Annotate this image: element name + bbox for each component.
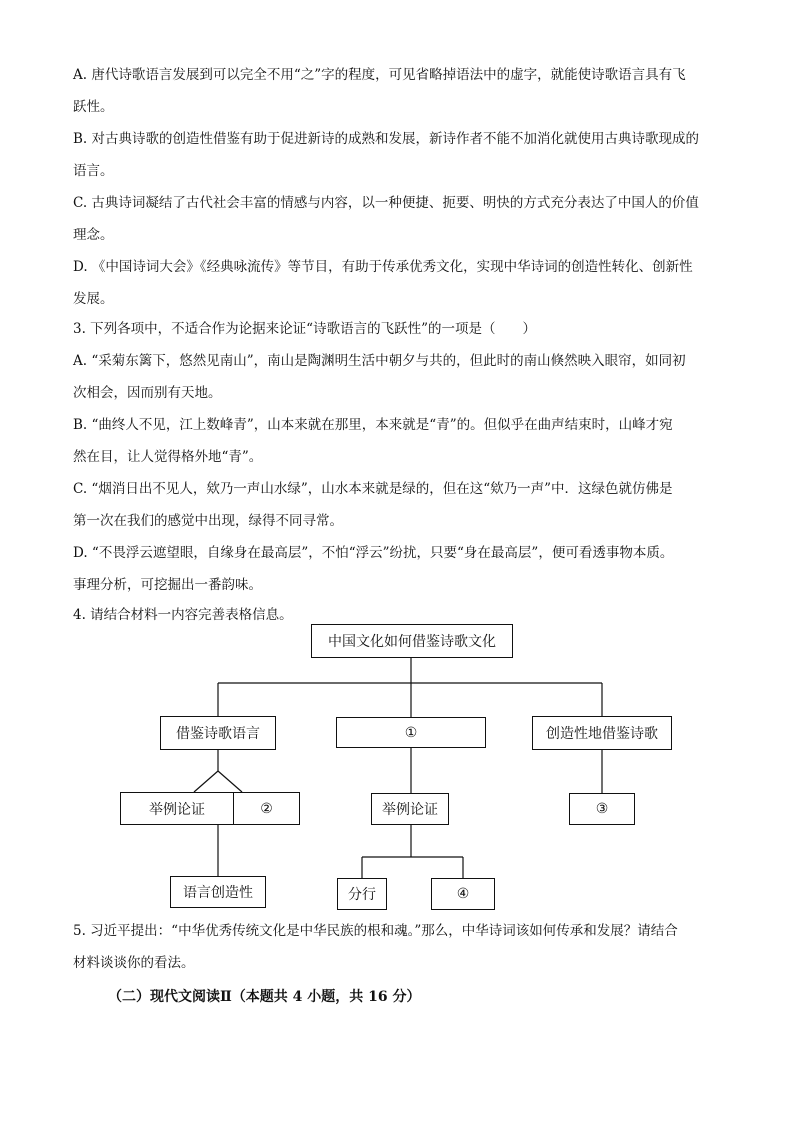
section-title: （二）现代文阅读Ⅱ（本题共 4 小题，共 16 分） bbox=[108, 989, 421, 1005]
option-d-line-2: 发展。 bbox=[73, 291, 114, 307]
q3-option-c-line-2: 第一次在我们的感觉中出现，绿得不同寻常。 bbox=[73, 513, 343, 529]
option-c-line-2: 理念。 bbox=[73, 227, 114, 243]
q3-option-c-line-1: C. “烟消日出不见人，欸乃一声山水绿”，山水本来就是绿的，但在这“欸乃一声”中．这绿色就仿佛是 bbox=[73, 481, 673, 497]
diagram-middle-grandchild-1-box: 分行 bbox=[337, 878, 387, 910]
diagram-left-children-box bbox=[120, 792, 300, 825]
diagram-left-grandchild-box: 语言创造性 bbox=[170, 876, 266, 908]
option-d-line-1: D. 《中国诗词大会》《经典咏流传》等节目，有助于传承优秀文化，实现中华诗词的创造性转化、创新性 bbox=[73, 259, 693, 275]
q3-option-a-line-2: 次相会，因而别有天地。 bbox=[73, 385, 222, 401]
diagram-left-box: 借鉴诗歌语言 bbox=[160, 716, 276, 750]
q3-option-d-line-1: D. “不畏浮云遮望眼，自缘身在最高层”，不怕“浮云”纷扰，只要“身在最高层”，便可看透事物本质。 bbox=[73, 545, 674, 561]
question-4-stem: 4. 请结合材料一内容完善表格信息。 bbox=[73, 607, 293, 623]
option-b-line-2: 语言。 bbox=[73, 163, 114, 179]
q3-option-a-line-1: A. “采菊东篱下，悠然见南山”，南山是陶渊明生活中朝夕与共的，但此时的南山倏然映入眼帘，如同初 bbox=[73, 353, 686, 369]
diagram-left-child-1: 举例论证 bbox=[149, 801, 205, 818]
question-3-stem: 3. 下列各项中，不适合作为论据来论证“诗歌语言的飞跃性”的一项是（ ） bbox=[73, 321, 536, 337]
diagram-right-box: 创造性地借鉴诗歌 bbox=[532, 716, 672, 750]
diagram-middle-grandchild-2-box: ④ bbox=[431, 878, 495, 910]
diagram-middle-box: ① bbox=[336, 717, 486, 748]
question-5-line-2: 材料谈谈你的看法。 bbox=[73, 955, 195, 971]
option-a-line-2: 跃性。 bbox=[73, 99, 114, 115]
diagram-left-child-2: ② bbox=[260, 800, 273, 817]
q3-option-b-line-1: B. “曲终人不见，江上数峰青”，山本来就在那里，本来就是“青”的。但似乎在曲声结束时，山峰才宛 bbox=[73, 417, 673, 433]
option-a-line-1: A. 唐代诗歌语言发展到可以完全不用“之”字的程度，可见省略掉语法中的虚字，就能使诗歌语言具有飞 bbox=[73, 67, 686, 83]
question-5-line-1: 5. 习近平提出：“中华优秀传统文化是中华民族的根和魂。”那么，中华诗词该如何传承和发展？请结合 bbox=[73, 923, 678, 939]
q3-option-b-line-2: 然在目，让人觉得格外地“青”。 bbox=[73, 449, 263, 465]
option-c-line-1: C. 古典诗词凝结了古代社会丰富的情感与内容，以一种便捷、扼要、明快的方式充分表达了中国人的价值 bbox=[73, 195, 699, 211]
diagram-middle-child-box: 举例论证 bbox=[371, 793, 449, 825]
q3-option-d-line-2: 事理分析，可挖掘出一番韵味。 bbox=[73, 577, 262, 593]
diagram-right-child-box: ③ bbox=[569, 793, 635, 825]
diagram-root-box: 中国文化如何借鉴诗歌文化 bbox=[311, 624, 513, 658]
option-b-line-1: B. 对古典诗歌的创造性借鉴有助于促进新诗的成熟和发展，新诗作者不能不加消化就使用古典诗歌现成的 bbox=[73, 131, 700, 147]
